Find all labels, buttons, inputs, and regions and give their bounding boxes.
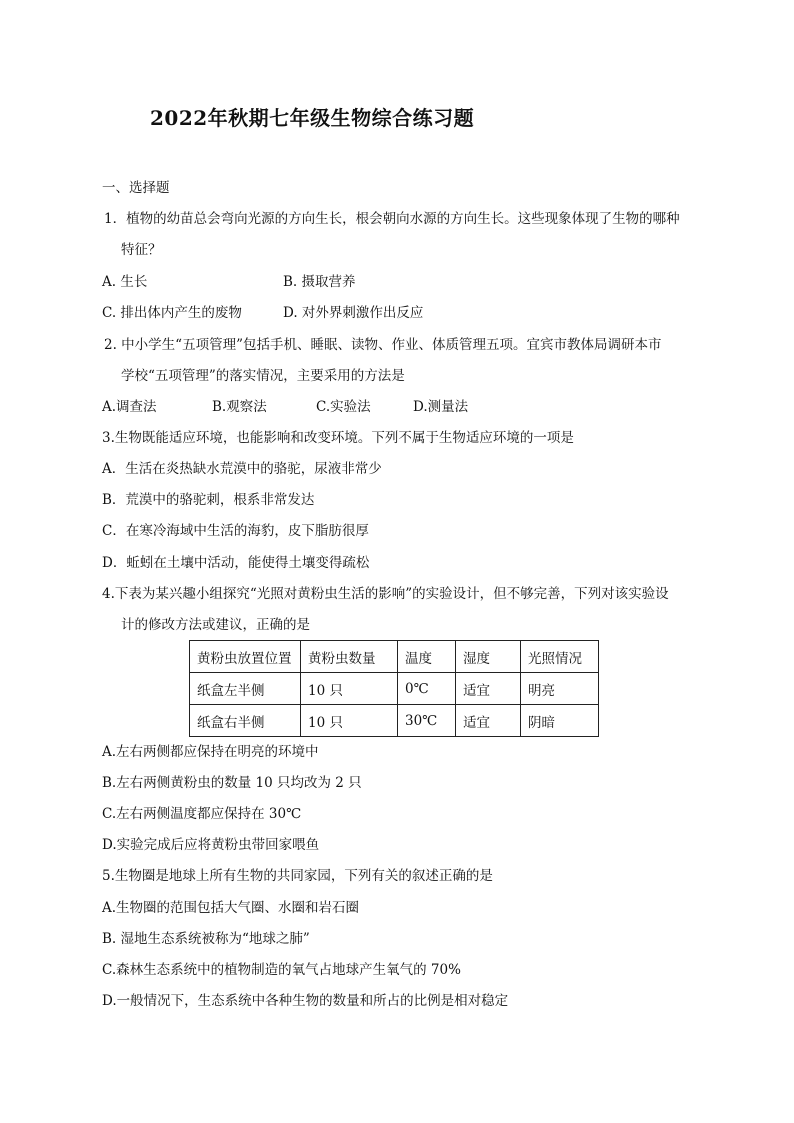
table-cell: 30℃ (398, 705, 456, 737)
q1-option-b: B. 摄取营养 (283, 274, 356, 290)
q4-option-d: D.实验完成后应将黄粉虫带回家喂鱼 (102, 837, 320, 853)
table-row (190, 673, 599, 705)
table-cell: 10 只 (301, 673, 398, 705)
table-cell: 10 只 (301, 705, 398, 737)
table-cell: 阴暗 (521, 705, 599, 737)
q5-option-b: B. 湿地生态系统被称为“地球之肺” (102, 931, 310, 947)
q5-option-d: D.一般情况下，生态系统中各种生物的数量和所占的比例是相对稳定 (102, 993, 509, 1009)
q5-option-a: A.生物圈的范围包括大气圈、水圈和岩石圈 (102, 900, 360, 916)
table-header-row (190, 641, 599, 673)
q1-option-c: C. 排出体内产生的废物 (102, 305, 242, 321)
table-cell: 适宜 (456, 705, 521, 737)
q2-option-a: A.调查法 (102, 399, 157, 415)
table-header-cell: 黄粉虫放置位置 (190, 641, 301, 673)
table-cell: 适宜 (456, 673, 521, 705)
q4-stem-line2: 计的修改方法或建议，正确的是 (121, 617, 310, 633)
q1-stem-line1: 1．植物的幼苗总会弯向光源的方向生长，根会朝向水源的方向生长。这些现象体现了生物的哪种 (104, 211, 680, 227)
q1-option-d: D. 对外界刺激作出反应 (283, 305, 424, 321)
experiment-table (189, 640, 599, 737)
q4-option-c: C.左右两侧温度都应保持在 30℃ (102, 806, 302, 822)
q4-stem-line1: 4.下表为某兴趣小组探究“光照对黄粉虫生活的影响”的实验设计，但不够完善，下列对该实验设 (102, 586, 669, 602)
page-title: 2022年秋期七年级生物综合练习题 (150, 106, 475, 130)
q2-option-b: B.观察法 (212, 399, 267, 415)
q1-option-a: A. 生长 (102, 274, 148, 290)
table-header-cell: 温度 (398, 641, 456, 673)
q3-option-d: D．蚯蚓在土壤中活动，能使得土壤变得疏松 (102, 555, 370, 571)
q2-stem-line2: 学校“五项管理”的落实情况，主要采用的方法是 (121, 368, 405, 384)
table-header-cell: 光照情况 (521, 641, 599, 673)
q2-option-c: C.实验法 (316, 399, 371, 415)
table-cell: 明亮 (521, 673, 599, 705)
q2-stem-line1: 2. 中小学生“五项管理”包括手机、睡眠、读物、作业、体质管理五项。宜宾市教体局调研本市 (104, 337, 662, 353)
q1-stem-line2: 特征？ (121, 242, 162, 258)
section-heading: 一、选择题 (102, 180, 170, 196)
table-header-cell: 黄粉虫数量 (301, 641, 398, 673)
table-cell: 0℃ (398, 673, 456, 705)
q3-option-b: B．荒漠中的骆驼刺，根系非常发达 (102, 492, 315, 508)
q3-stem: 3.生物既能适应环境，也能影响和改变环境。下列不属于生物适应环境的一项是 (102, 430, 574, 446)
q4-option-b: B.左右两侧黄粉虫的数量 10 只均改为 2 只 (102, 775, 362, 791)
q5-stem: 5.生物圈是地球上所有生物的共同家园，下列有关的叙述正确的是 (102, 868, 493, 884)
table-cell: 纸盒左半侧 (190, 673, 301, 705)
table-row (190, 705, 599, 737)
table-cell: 纸盒右半侧 (190, 705, 301, 737)
q4-option-a: A.左右两侧都应保持在明亮的环境中 (102, 744, 319, 760)
table-header-cell: 湿度 (456, 641, 521, 673)
q3-option-a: A．生活在炎热缺水荒漠中的骆驼，尿液非常少 (102, 461, 382, 477)
q2-option-d: D.测量法 (413, 399, 469, 415)
q3-option-c: C．在寒冷海域中生活的海豹，皮下脂肪很厚 (102, 523, 369, 539)
q5-option-c: C.森林生态系统中的植物制造的氧气占地球产生氧气的 70% (102, 962, 461, 978)
